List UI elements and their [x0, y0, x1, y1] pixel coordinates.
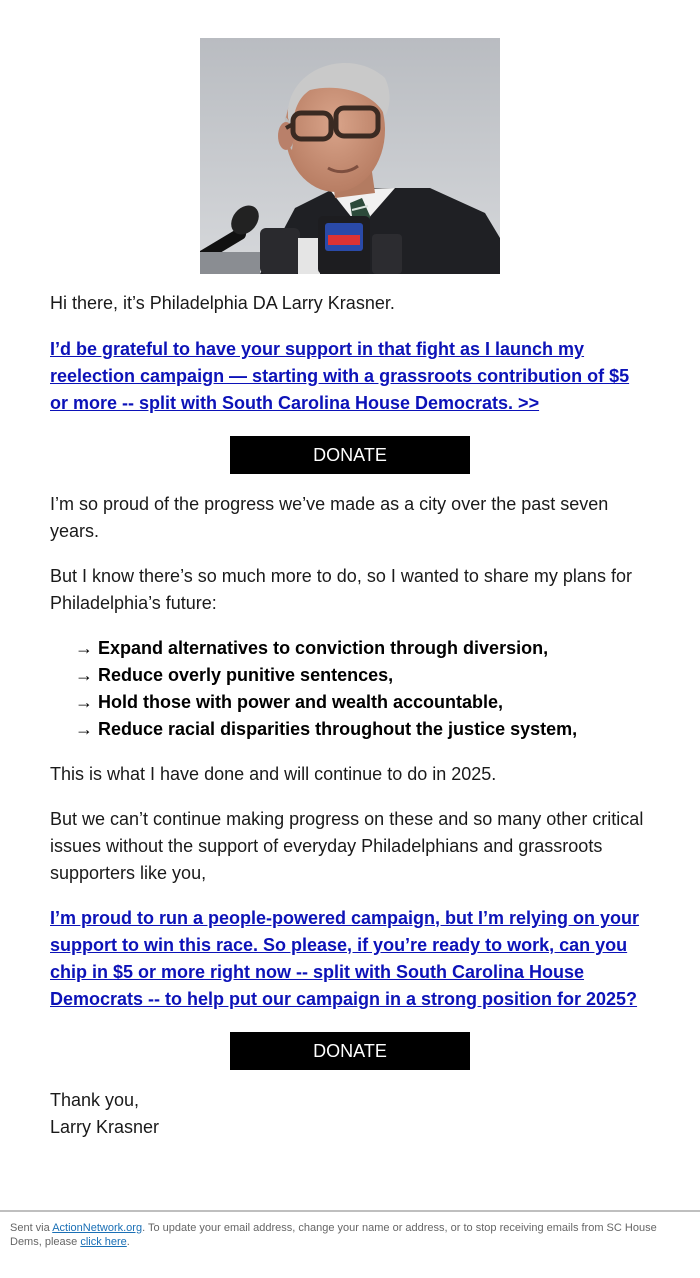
header-photo [200, 38, 500, 274]
greeting-block [50, 290, 650, 317]
cta-block-2 [50, 905, 650, 1013]
footer-suffix: . [126, 1236, 130, 1248]
donate-button-2[interactable]: DONATE [230, 1032, 470, 1070]
support-paragraph [50, 806, 650, 887]
para-plans: But I know there’s so much more to do, so I wanted to share my plans for Philadelphia’s future: [50, 566, 632, 613]
plan-item: → Hold those with power and wealth accountable, [75, 692, 504, 712]
portrait-image [200, 38, 500, 274]
greeting: Hi there, it’s Philadelphia DA Larry Krasner. [50, 293, 395, 313]
proud-paragraph [50, 491, 650, 545]
signoff-name: Larry Krasner [50, 1117, 160, 1137]
plans-intro [50, 563, 650, 617]
continue-paragraph [50, 761, 650, 788]
para-proud: I’m so proud of the progress we’ve made as a city over the past seven years. [50, 494, 609, 541]
cta-block-1 [50, 336, 650, 417]
plan-item: → Reduce racial disparities throughout the justice system, [75, 719, 578, 739]
signoff-thanks: Thank you, [50, 1090, 140, 1110]
footer [10, 1221, 670, 1249]
donate-button-1[interactable]: DONATE [230, 436, 470, 474]
plans-list [75, 635, 675, 743]
plan-item: → Expand alternatives to conviction through diversion, [75, 638, 549, 658]
actionnetwork-link[interactable]: ActionNetwork.org [52, 1222, 143, 1234]
click-here-link[interactable]: click here [80, 1236, 127, 1248]
para-continue: This is what I have done and will continue to do in 2025. [50, 764, 497, 784]
footer-divider [0, 1210, 700, 1212]
para-support: But we can’t continue making progress on these and so many other critical issues without the support of everyday Philadelphians and grassroots supporters like you, [50, 809, 644, 883]
cta-link-2[interactable]: I’m proud to run a people-powered campaign, but I’m relying on your support to win this race. So please, if you’re ready to work, can you chip in $5 or more right now -- split with South Carolina House Democrats -- to help put our campaign in a strong position for 2025? [50, 908, 640, 1009]
footer-prefix: Sent via [10, 1222, 53, 1234]
footer-middle: . To update your email address, change your name or address, or to stop receiving emails from SC House Dems, please [10, 1222, 657, 1248]
plan-item: → Reduce overly punitive sentences, [75, 665, 394, 685]
signoff [50, 1087, 650, 1141]
cta-link-1[interactable]: I’d be grateful to have your support in that fight as I launch my reelection campaign — starting with a grassroots contribution of $5 or more -- split with South Carolina House Democrats. >> [50, 339, 630, 413]
